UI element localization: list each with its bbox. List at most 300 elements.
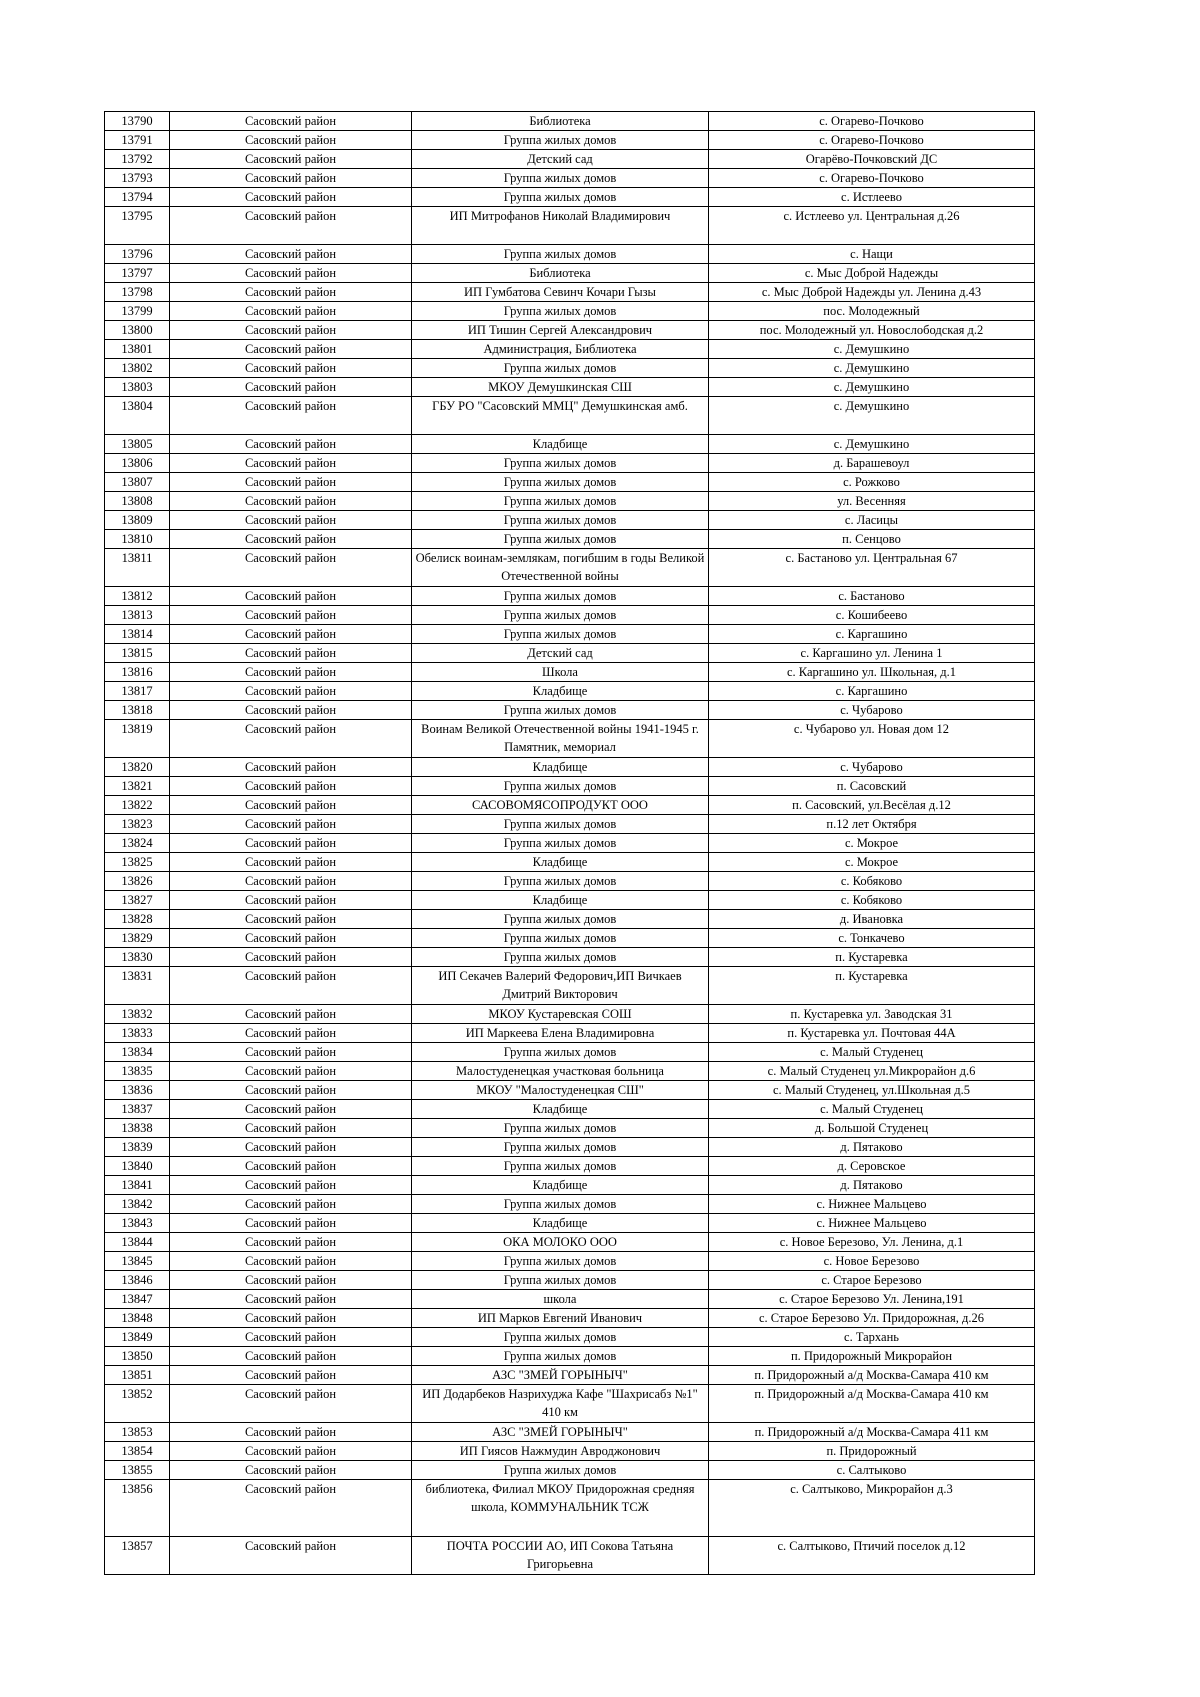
- object-cell: Группа жилых домов: [412, 473, 709, 492]
- row-id-cell: 13809: [105, 511, 170, 530]
- object-cell: Группа жилых домов: [412, 359, 709, 378]
- object-cell: Группа жилых домов: [412, 1157, 709, 1176]
- row-id-cell: 13814: [105, 625, 170, 644]
- address-cell: п. Сасовский: [709, 777, 1035, 796]
- table-row: [105, 1005, 1035, 1024]
- object-cell: Кладбище: [412, 1100, 709, 1119]
- row-id-cell: 13851: [105, 1366, 170, 1385]
- address-cell: с. Новое Березово, Ул. Ленина, д.1: [709, 1233, 1035, 1252]
- address-cell: с. Каргашино: [709, 682, 1035, 701]
- table-row: [105, 359, 1035, 378]
- district-cell: Сасовский район: [170, 587, 412, 606]
- row-id-cell: 13820: [105, 758, 170, 777]
- address-cell: с. Огарево-Почково: [709, 169, 1035, 188]
- object-cell: Воинам Великой Отечественной войны 1941-1945 г. Памятник, мемориал: [412, 720, 709, 758]
- table-row: [105, 929, 1035, 948]
- district-cell: Сасовский район: [170, 1214, 412, 1233]
- address-cell: с. Бастаново ул. Центральная 67: [709, 549, 1035, 587]
- object-cell: Группа жилых домов: [412, 1328, 709, 1347]
- object-cell: Группа жилых домов: [412, 1119, 709, 1138]
- district-cell: Сасовский район: [170, 1252, 412, 1271]
- table-row: [105, 1176, 1035, 1195]
- object-cell: Группа жилых домов: [412, 530, 709, 549]
- address-cell: с. Мыс Доброй Надежды ул. Ленина д.43: [709, 283, 1035, 302]
- row-id-cell: 13810: [105, 530, 170, 549]
- address-cell: с. Истлеево: [709, 188, 1035, 207]
- table-row: [105, 454, 1035, 473]
- object-cell: Группа жилых домов: [412, 1195, 709, 1214]
- table-row: [105, 1328, 1035, 1347]
- district-cell: Сасовский район: [170, 1328, 412, 1347]
- table-row: [105, 1062, 1035, 1081]
- row-id-cell: 13847: [105, 1290, 170, 1309]
- address-cell: с. Истлеево ул. Центральная д.26: [709, 207, 1035, 245]
- object-cell: Группа жилых домов: [412, 492, 709, 511]
- district-cell: Сасовский район: [170, 207, 412, 245]
- address-cell: с. Старое Березово Ул. Придорожная, д.26: [709, 1309, 1035, 1328]
- object-cell: Группа жилых домов: [412, 169, 709, 188]
- row-id-cell: 13796: [105, 245, 170, 264]
- table-row: [105, 625, 1035, 644]
- row-id-cell: 13854: [105, 1442, 170, 1461]
- address-cell: с. Чубарово ул. Новая дом 12: [709, 720, 1035, 758]
- table-row: [105, 701, 1035, 720]
- row-id-cell: 13792: [105, 150, 170, 169]
- district-cell: Сасовский район: [170, 796, 412, 815]
- data-table: [104, 111, 1035, 1575]
- table-row: [105, 1461, 1035, 1480]
- district-cell: Сасовский район: [170, 530, 412, 549]
- district-cell: Сасовский район: [170, 663, 412, 682]
- row-id-cell: 13833: [105, 1024, 170, 1043]
- table-row: [105, 1309, 1035, 1328]
- row-id-cell: 13824: [105, 834, 170, 853]
- table-row: [105, 264, 1035, 283]
- address-cell: с. Демушкино: [709, 397, 1035, 435]
- row-id-cell: 13799: [105, 302, 170, 321]
- district-cell: Сасовский район: [170, 1480, 412, 1537]
- object-cell: Школа: [412, 663, 709, 682]
- address-cell: с. Мокрое: [709, 834, 1035, 853]
- table-row: [105, 1043, 1035, 1062]
- district-cell: Сасовский район: [170, 891, 412, 910]
- district-cell: Сасовский район: [170, 511, 412, 530]
- address-cell: с. Новое Березово: [709, 1252, 1035, 1271]
- object-cell: Группа жилых домов: [412, 815, 709, 834]
- district-cell: Сасовский район: [170, 112, 412, 131]
- object-cell: школа: [412, 1290, 709, 1309]
- row-id-cell: 13839: [105, 1138, 170, 1157]
- address-cell: с. Малый Студенец: [709, 1043, 1035, 1062]
- object-cell: Группа жилых домов: [412, 1043, 709, 1062]
- address-cell: п. Кустаревка: [709, 948, 1035, 967]
- district-cell: Сасовский район: [170, 758, 412, 777]
- row-id-cell: 13856: [105, 1480, 170, 1537]
- row-id-cell: 13846: [105, 1271, 170, 1290]
- row-id-cell: 13848: [105, 1309, 170, 1328]
- district-cell: Сасовский район: [170, 1385, 412, 1423]
- address-cell: п. Сенцово: [709, 530, 1035, 549]
- object-cell: Кладбище: [412, 1214, 709, 1233]
- object-cell: ПОЧТА РОССИИ АО, ИП Сокова Татьяна Григорьевна: [412, 1537, 709, 1575]
- district-cell: Сасовский район: [170, 245, 412, 264]
- address-cell: с. Бастаново: [709, 587, 1035, 606]
- district-cell: Сасовский район: [170, 701, 412, 720]
- object-cell: Малостуденецкая участковая больница: [412, 1062, 709, 1081]
- district-cell: Сасовский район: [170, 359, 412, 378]
- object-cell: Детский сад: [412, 150, 709, 169]
- object-cell: Группа жилых домов: [412, 1271, 709, 1290]
- address-cell: с. Салтыково: [709, 1461, 1035, 1480]
- table-row: [105, 682, 1035, 701]
- district-cell: Сасовский район: [170, 169, 412, 188]
- district-cell: Сасовский район: [170, 720, 412, 758]
- object-cell: Библиотека: [412, 264, 709, 283]
- table-row: [105, 834, 1035, 853]
- address-cell: с. Малый Студенец: [709, 1100, 1035, 1119]
- row-id-cell: 13801: [105, 340, 170, 359]
- row-id-cell: 13800: [105, 321, 170, 340]
- table-row: [105, 1119, 1035, 1138]
- object-cell: ИП Гиясов Нажмудин Авроджонович: [412, 1442, 709, 1461]
- object-cell: Группа жилых домов: [412, 910, 709, 929]
- district-cell: Сасовский район: [170, 1043, 412, 1062]
- district-cell: Сасовский район: [170, 492, 412, 511]
- object-cell: Группа жилых домов: [412, 587, 709, 606]
- object-cell: Группа жилых домов: [412, 834, 709, 853]
- table-row: [105, 796, 1035, 815]
- row-id-cell: 13834: [105, 1043, 170, 1062]
- object-cell: Кладбище: [412, 682, 709, 701]
- address-cell: с. Каргашино: [709, 625, 1035, 644]
- row-id-cell: 13857: [105, 1537, 170, 1575]
- object-cell: Группа жилых домов: [412, 511, 709, 530]
- address-cell: с. Мыс Доброй Надежды: [709, 264, 1035, 283]
- district-cell: Сасовский район: [170, 283, 412, 302]
- district-cell: Сасовский район: [170, 1461, 412, 1480]
- table-row: [105, 720, 1035, 758]
- object-cell: Обелиск воинам-землякам, погибшим в годы Великой Отечественной войны: [412, 549, 709, 587]
- address-cell: д. Серовское: [709, 1157, 1035, 1176]
- object-cell: МКОУ Кустаревская СОШ: [412, 1005, 709, 1024]
- object-cell: Кладбище: [412, 853, 709, 872]
- district-cell: Сасовский район: [170, 188, 412, 207]
- row-id-cell: 13793: [105, 169, 170, 188]
- row-id-cell: 13791: [105, 131, 170, 150]
- district-cell: Сасовский район: [170, 1233, 412, 1252]
- address-cell: с. Старое Березово Ул. Ленина,191: [709, 1290, 1035, 1309]
- address-cell: с. Кобяково: [709, 891, 1035, 910]
- object-cell: Группа жилых домов: [412, 1252, 709, 1271]
- row-id-cell: 13819: [105, 720, 170, 758]
- object-cell: Группа жилых домов: [412, 1461, 709, 1480]
- table-row: [105, 967, 1035, 1005]
- address-cell: д. Ивановка: [709, 910, 1035, 929]
- object-cell: МКОУ Демушкинская СШ: [412, 378, 709, 397]
- address-cell: с. Салтыково, Птичий поселок д.12: [709, 1537, 1035, 1575]
- table-row: [105, 1233, 1035, 1252]
- row-id-cell: 13797: [105, 264, 170, 283]
- row-id-cell: 13812: [105, 587, 170, 606]
- row-id-cell: 13790: [105, 112, 170, 131]
- row-id-cell: 13830: [105, 948, 170, 967]
- address-cell: с. Нижнее Мальцево: [709, 1214, 1035, 1233]
- address-cell: п. Придорожный а/д Москва-Самара 410 км: [709, 1385, 1035, 1423]
- address-cell: с. Демушкино: [709, 359, 1035, 378]
- row-id-cell: 13825: [105, 853, 170, 872]
- address-cell: п. Придорожный Микрорайон: [709, 1347, 1035, 1366]
- object-cell: ГБУ РО "Сасовский ММЦ" Демушкинская амб.: [412, 397, 709, 435]
- row-id-cell: 13816: [105, 663, 170, 682]
- object-cell: Группа жилых домов: [412, 131, 709, 150]
- table-row: [105, 1290, 1035, 1309]
- district-cell: Сасовский район: [170, 1024, 412, 1043]
- row-id-cell: 13831: [105, 967, 170, 1005]
- row-id-cell: 13842: [105, 1195, 170, 1214]
- table-row: [105, 948, 1035, 967]
- district-cell: Сасовский район: [170, 1347, 412, 1366]
- table-row: [105, 587, 1035, 606]
- object-cell: ИП Митрофанов Николай Владимирович: [412, 207, 709, 245]
- address-cell: д. Большой Студенец: [709, 1119, 1035, 1138]
- table-row: [105, 340, 1035, 359]
- row-id-cell: 13827: [105, 891, 170, 910]
- district-cell: Сасовский район: [170, 340, 412, 359]
- address-cell: с. Тонкачево: [709, 929, 1035, 948]
- address-cell: Огарёво-Почковский ДС: [709, 150, 1035, 169]
- object-cell: Группа жилых домов: [412, 625, 709, 644]
- table-row: [105, 1385, 1035, 1423]
- object-cell: Группа жилых домов: [412, 1138, 709, 1157]
- table-row: [105, 853, 1035, 872]
- address-cell: ул. Весенняя: [709, 492, 1035, 511]
- district-cell: Сасовский район: [170, 777, 412, 796]
- object-cell: Группа жилых домов: [412, 777, 709, 796]
- district-cell: Сасовский район: [170, 1157, 412, 1176]
- object-cell: ОКА МОЛОКО ООО: [412, 1233, 709, 1252]
- district-cell: Сасовский район: [170, 834, 412, 853]
- row-id-cell: 13838: [105, 1119, 170, 1138]
- address-cell: с. Чубарово: [709, 701, 1035, 720]
- row-id-cell: 13804: [105, 397, 170, 435]
- table-row: [105, 378, 1035, 397]
- row-id-cell: 13852: [105, 1385, 170, 1423]
- district-cell: Сасовский район: [170, 131, 412, 150]
- row-id-cell: 13807: [105, 473, 170, 492]
- district-cell: Сасовский район: [170, 1119, 412, 1138]
- table-row: [105, 511, 1035, 530]
- address-cell: с. Нижнее Мальцево: [709, 1195, 1035, 1214]
- table-row: [105, 169, 1035, 188]
- table-row: [105, 872, 1035, 891]
- table-row: [105, 112, 1035, 131]
- address-cell: п. Кустаревка ул. Заводская 31: [709, 1005, 1035, 1024]
- district-cell: Сасовский район: [170, 1062, 412, 1081]
- object-cell: МКОУ "Малостуденецкая СШ": [412, 1081, 709, 1100]
- address-cell: п. Сасовский, ул.Весёлая д.12: [709, 796, 1035, 815]
- address-cell: с. Кошибеево: [709, 606, 1035, 625]
- object-cell: Группа жилых домов: [412, 929, 709, 948]
- address-cell: с. Тархань: [709, 1328, 1035, 1347]
- table-row: [105, 207, 1035, 245]
- row-id-cell: 13823: [105, 815, 170, 834]
- row-id-cell: 13806: [105, 454, 170, 473]
- table-row: [105, 1024, 1035, 1043]
- table-row: [105, 1157, 1035, 1176]
- district-cell: Сасовский район: [170, 625, 412, 644]
- district-cell: Сасовский район: [170, 948, 412, 967]
- address-cell: п. Придорожный: [709, 1442, 1035, 1461]
- table-row: [105, 549, 1035, 587]
- district-cell: Сасовский район: [170, 321, 412, 340]
- address-cell: с. Мокрое: [709, 853, 1035, 872]
- table-row: [105, 1252, 1035, 1271]
- address-cell: с. Рожково: [709, 473, 1035, 492]
- district-cell: Сасовский район: [170, 682, 412, 701]
- object-cell: библиотека, Филиал МКОУ Придорожная средняя школа, КОММУНАЛЬНИК ТСЖ: [412, 1480, 709, 1537]
- district-cell: Сасовский район: [170, 1423, 412, 1442]
- table-row: [105, 131, 1035, 150]
- table-row: [105, 1271, 1035, 1290]
- object-cell: Группа жилых домов: [412, 245, 709, 264]
- address-cell: с. Демушкино: [709, 340, 1035, 359]
- table-row: [105, 1537, 1035, 1575]
- row-id-cell: 13805: [105, 435, 170, 454]
- row-id-cell: 13808: [105, 492, 170, 511]
- row-id-cell: 13837: [105, 1100, 170, 1119]
- table-row: [105, 1480, 1035, 1537]
- object-cell: ИП Секачев Валерий Федорович,ИП Вичкаев Дмитрий Викторович: [412, 967, 709, 1005]
- district-cell: Сасовский район: [170, 644, 412, 663]
- district-cell: Сасовский район: [170, 910, 412, 929]
- object-cell: АЗС "ЗМЕЙ ГОРЫНЫЧ": [412, 1423, 709, 1442]
- row-id-cell: 13844: [105, 1233, 170, 1252]
- district-cell: Сасовский район: [170, 1442, 412, 1461]
- address-cell: с. Каргашино ул. Ленина 1: [709, 644, 1035, 663]
- address-cell: с. Демушкино: [709, 435, 1035, 454]
- row-id-cell: 13813: [105, 606, 170, 625]
- table-row: [105, 321, 1035, 340]
- address-cell: с. Салтыково, Микрорайон д.3: [709, 1480, 1035, 1537]
- district-cell: Сасовский район: [170, 853, 412, 872]
- object-cell: Библиотека: [412, 112, 709, 131]
- table-row: [105, 1347, 1035, 1366]
- address-cell: с. Малый Студенец, ул.Школьная д.5: [709, 1081, 1035, 1100]
- row-id-cell: 13849: [105, 1328, 170, 1347]
- table-row: [105, 1366, 1035, 1385]
- row-id-cell: 13826: [105, 872, 170, 891]
- table-row: [105, 1195, 1035, 1214]
- district-cell: Сасовский район: [170, 1290, 412, 1309]
- district-cell: Сасовский район: [170, 435, 412, 454]
- address-cell: с. Ласицы: [709, 511, 1035, 530]
- address-cell: п. Придорожный а/д Москва-Самара 411 км: [709, 1423, 1035, 1442]
- object-cell: Группа жилых домов: [412, 948, 709, 967]
- object-cell: ИП Тишин Сергей Александрович: [412, 321, 709, 340]
- district-cell: Сасовский район: [170, 150, 412, 169]
- row-id-cell: 13836: [105, 1081, 170, 1100]
- object-cell: АЗС "ЗМЕЙ ГОРЫНЫЧ": [412, 1366, 709, 1385]
- district-cell: Сасовский район: [170, 1081, 412, 1100]
- district-cell: Сасовский район: [170, 967, 412, 1005]
- object-cell: Группа жилых домов: [412, 606, 709, 625]
- object-cell: Кладбище: [412, 435, 709, 454]
- table-row: [105, 1214, 1035, 1233]
- district-cell: Сасовский район: [170, 1176, 412, 1195]
- address-cell: с. Кобяково: [709, 872, 1035, 891]
- district-cell: Сасовский район: [170, 606, 412, 625]
- row-id-cell: 13821: [105, 777, 170, 796]
- district-cell: Сасовский район: [170, 872, 412, 891]
- table-row: [105, 492, 1035, 511]
- object-cell: САСОВОМЯСОПРОДУКТ ООО: [412, 796, 709, 815]
- object-cell: Администрация, Библиотека: [412, 340, 709, 359]
- address-cell: д. Пятаково: [709, 1138, 1035, 1157]
- table-row: [105, 910, 1035, 929]
- address-cell: с. Нащи: [709, 245, 1035, 264]
- table-row: [105, 644, 1035, 663]
- object-cell: Кладбище: [412, 891, 709, 910]
- object-cell: Кладбище: [412, 1176, 709, 1195]
- row-id-cell: 13803: [105, 378, 170, 397]
- table-row: [105, 150, 1035, 169]
- address-cell: д. Барашевоул: [709, 454, 1035, 473]
- address-cell: с. Огарево-Почково: [709, 112, 1035, 131]
- object-cell: ИП Гумбатова Севинч Кочари Гызы: [412, 283, 709, 302]
- district-cell: Сасовский район: [170, 1537, 412, 1575]
- row-id-cell: 13832: [105, 1005, 170, 1024]
- table-row: [105, 397, 1035, 435]
- object-cell: Группа жилых домов: [412, 302, 709, 321]
- object-cell: Группа жилых домов: [412, 188, 709, 207]
- table-row: [105, 530, 1035, 549]
- district-cell: Сасовский район: [170, 378, 412, 397]
- object-cell: Группа жилых домов: [412, 454, 709, 473]
- row-id-cell: 13841: [105, 1176, 170, 1195]
- table-row: [105, 435, 1035, 454]
- district-cell: Сасовский район: [170, 1366, 412, 1385]
- row-id-cell: 13795: [105, 207, 170, 245]
- row-id-cell: 13840: [105, 1157, 170, 1176]
- district-cell: Сасовский район: [170, 473, 412, 492]
- district-cell: Сасовский район: [170, 549, 412, 587]
- row-id-cell: 13835: [105, 1062, 170, 1081]
- table-row: [105, 1100, 1035, 1119]
- row-id-cell: 13828: [105, 910, 170, 929]
- row-id-cell: 13829: [105, 929, 170, 948]
- address-cell: п.12 лет Октября: [709, 815, 1035, 834]
- address-cell: п. Придорожный а/д Москва-Самара 410 км: [709, 1366, 1035, 1385]
- table-row: [105, 1081, 1035, 1100]
- district-cell: Сасовский район: [170, 454, 412, 473]
- object-cell: ИП Додарбеков Назрихуджа Кафе "Шахрисабз №1" 410 км: [412, 1385, 709, 1423]
- table-row: [105, 891, 1035, 910]
- object-cell: ИП Маркеева Елена Владимировна: [412, 1024, 709, 1043]
- table-row: [105, 1423, 1035, 1442]
- district-cell: Сасовский район: [170, 815, 412, 834]
- table-body: [105, 112, 1035, 1575]
- row-id-cell: 13855: [105, 1461, 170, 1480]
- row-id-cell: 13817: [105, 682, 170, 701]
- row-id-cell: 13794: [105, 188, 170, 207]
- district-cell: Сасовский район: [170, 1138, 412, 1157]
- row-id-cell: 13815: [105, 644, 170, 663]
- table-row: [105, 777, 1035, 796]
- object-cell: Группа жилых домов: [412, 1347, 709, 1366]
- address-cell: с. Малый Студенец ул.Микрорайон д.6: [709, 1062, 1035, 1081]
- district-cell: Сасовский район: [170, 1309, 412, 1328]
- table-row: [105, 1442, 1035, 1461]
